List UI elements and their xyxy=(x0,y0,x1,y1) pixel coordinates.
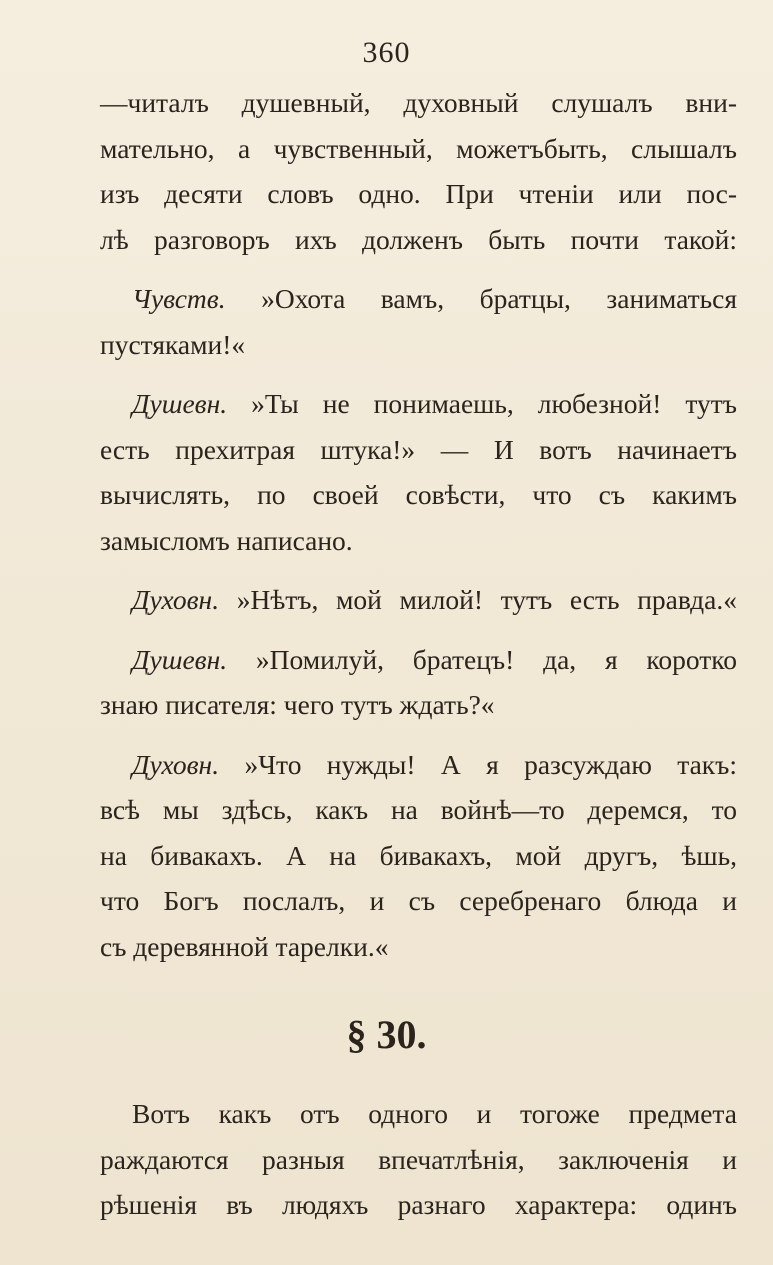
speaker-label: Духовн. xyxy=(132,748,220,780)
text-line: лѣ разговоръ ихъ долженъ быть почти такой: xyxy=(100,223,737,255)
section-heading: § 30. xyxy=(346,1012,427,1057)
dialogue-entry xyxy=(100,276,737,367)
dialogue-first-line xyxy=(100,742,737,788)
text-line: изъ десяти словъ одно. При чтеніи или пос- xyxy=(100,178,737,209)
dialogue-entry xyxy=(100,577,737,623)
dialogue-entry xyxy=(100,742,737,970)
dialogue-text: »Ты не понимаешь, любезной! тутъ xyxy=(251,388,738,419)
dialogue-entry xyxy=(100,637,737,728)
text-line: вычислять, по своей совѣсти, что съ какимъ xyxy=(100,479,737,510)
text-line: что Богъ послалъ, и съ серебренаго блюда и xyxy=(100,885,737,916)
closing-paragraph xyxy=(100,1091,737,1228)
dialogue-first-line xyxy=(100,637,737,683)
speaker-label: Духовн. xyxy=(132,584,220,615)
dialogue-text: »Помилуй, братецъ! да, я коротко xyxy=(255,643,737,675)
speaker-label: Чувств. xyxy=(132,283,226,314)
text-line: раждаются разныя впечатлѣнія, заключенія и xyxy=(100,1143,737,1175)
text-line: —читалъ душевный, духовный слушалъ вни- xyxy=(100,87,737,118)
dialogue-first-line xyxy=(100,276,737,322)
dialogue-text: »Что нужды! А я разсуждаю такъ: xyxy=(244,748,738,780)
text-line: пустяками!« xyxy=(100,328,246,360)
text-line: мательно, а чувственный, можетъбыть, слышалъ xyxy=(100,132,737,164)
speaker-label: Душевн. xyxy=(132,388,228,419)
dialogue-first-line xyxy=(100,577,737,623)
dialogue-text: »Нѣтъ, мой милой! тутъ есть правда.« xyxy=(236,584,737,615)
text-line: есть прехитрая штука!» — И вотъ начинаетъ xyxy=(100,433,737,465)
text-line: рѣшенія въ людяхъ разнаго характера: одинъ xyxy=(100,1189,737,1220)
dialogue-entry xyxy=(100,381,737,563)
dialogue-first-line xyxy=(100,381,737,427)
speaker-label: Душевн. xyxy=(132,643,228,675)
intro-paragraph xyxy=(100,80,737,262)
text-line: Вотъ какъ отъ одного и тогоже предмета xyxy=(132,1098,737,1129)
text-line: замысломъ написано. xyxy=(100,524,353,556)
text-line: знаю писателя: чего тутъ ждать?« xyxy=(100,689,495,720)
page-number: 360 xyxy=(362,36,411,69)
text-line: на бивакахъ. А на бивакахъ, мой другъ, ѣшь, xyxy=(100,839,737,871)
text-line: всѣ мы здѣсь, какъ на войнѣ—то деремся, то xyxy=(100,794,737,825)
text-line: съ деревянной тарелки.« xyxy=(100,930,389,962)
dialogue-text: »Охота вамъ, братцы, заниматься xyxy=(261,283,738,314)
